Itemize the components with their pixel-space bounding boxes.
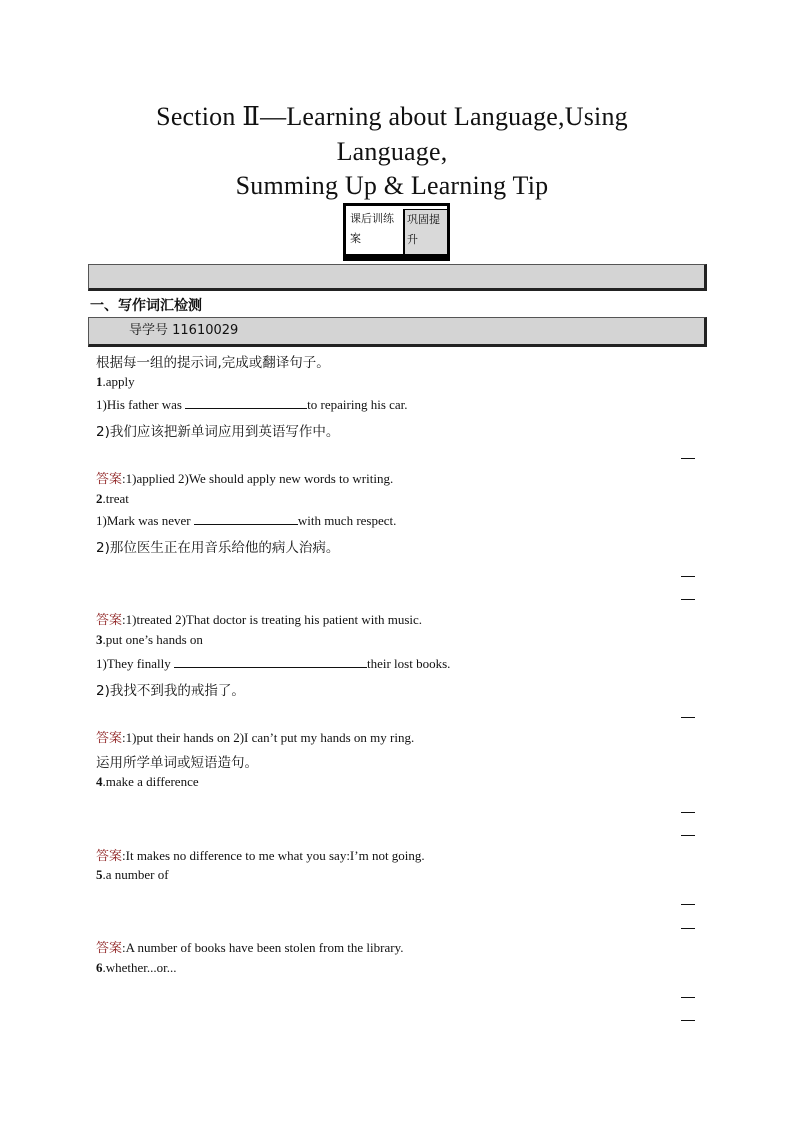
item-number: 5 bbox=[96, 867, 103, 882]
item-word: .put one’s hands on bbox=[102, 632, 203, 647]
q1-text: 1)His father was bbox=[96, 397, 186, 412]
item-number: 2 bbox=[96, 491, 103, 506]
badge-bottom-rule bbox=[346, 254, 447, 258]
answer-line bbox=[681, 717, 695, 718]
answer-label: 答案 bbox=[96, 472, 123, 487]
answer-line bbox=[681, 997, 695, 998]
item-2-q2: 2)那位医生正在用音乐给他的病人治病。 bbox=[96, 540, 340, 556]
item-number: 3 bbox=[96, 632, 103, 647]
answer-label: 答案 bbox=[96, 613, 123, 628]
answer-line bbox=[681, 812, 695, 813]
q1-text-end: their lost books. bbox=[366, 656, 451, 671]
item-3-heading bbox=[96, 632, 203, 648]
answer-blank[interactable] bbox=[185, 397, 307, 409]
instruction: 根据每一组的提示词,完成或翻译句子。 bbox=[96, 355, 330, 371]
lesson-badge bbox=[343, 203, 450, 261]
section-banner bbox=[88, 264, 707, 291]
q1-text: 1)Mark was never bbox=[96, 513, 194, 528]
item-1-q2: 2)我们应该把新单词应用到英语写作中。 bbox=[96, 424, 340, 440]
item-number: 4 bbox=[96, 774, 103, 789]
sub-instruction: 运用所学单词或短语造句。 bbox=[96, 755, 258, 771]
item-6-heading bbox=[96, 960, 177, 976]
answer-label: 答案 bbox=[96, 941, 123, 956]
item-4-answer bbox=[96, 845, 425, 864]
item-1-answer bbox=[96, 468, 393, 487]
page-title-line3: Summing Up & Learning Tip bbox=[235, 171, 549, 200]
item-4-heading bbox=[96, 774, 199, 790]
answer-blank[interactable] bbox=[194, 513, 298, 525]
badge-right-label: 巩固提升 bbox=[404, 209, 448, 257]
item-word: .make a difference bbox=[102, 774, 199, 789]
answer-line bbox=[681, 928, 695, 929]
item-word: .a number of bbox=[102, 867, 169, 882]
guide-number: 导学号 11610029 bbox=[129, 323, 239, 338]
item-1-q1 bbox=[96, 397, 408, 413]
item-3-answer bbox=[96, 727, 414, 746]
answer-line bbox=[681, 599, 695, 600]
answer-text: :It makes no difference to me what you say:I’m not going. bbox=[122, 848, 425, 863]
q1-text-end: with much respect. bbox=[297, 513, 397, 528]
answer-blank[interactable] bbox=[174, 656, 367, 668]
badge-left-label: 课后训练案 bbox=[348, 209, 404, 256]
answer-line bbox=[681, 1020, 695, 1021]
answer-label: 答案 bbox=[96, 849, 123, 864]
item-1-heading bbox=[96, 374, 135, 390]
item-5-answer bbox=[96, 937, 404, 956]
page-title-line2: Language, bbox=[336, 137, 448, 166]
page-title-line1: Section Ⅱ—Learning about Language,Using bbox=[156, 102, 628, 131]
answer-label: 答案 bbox=[96, 731, 123, 746]
answer-text: :1)applied 2)We should apply new words to writing. bbox=[122, 471, 394, 486]
item-2-q1 bbox=[96, 513, 396, 529]
answer-text: :A number of books have been stolen from the library. bbox=[122, 940, 404, 955]
item-number: 1 bbox=[96, 374, 103, 389]
answer-line bbox=[681, 904, 695, 905]
item-5-heading bbox=[96, 867, 169, 883]
answer-line bbox=[681, 576, 695, 577]
q1-text-end: to repairing his car. bbox=[307, 397, 408, 412]
answer-line bbox=[681, 458, 695, 459]
item-number: 6 bbox=[96, 960, 103, 975]
item-3-q2: 2)我找不到我的戒指了。 bbox=[96, 683, 245, 699]
item-word: .apply bbox=[102, 374, 135, 389]
item-3-q1 bbox=[96, 656, 450, 672]
item-word: .treat bbox=[102, 491, 129, 506]
answer-line bbox=[681, 835, 695, 836]
answer-text: :1)treated 2)That doctor is treating his patient with music. bbox=[122, 612, 423, 627]
guide-number-bar bbox=[88, 317, 707, 347]
q1-text: 1)They finally bbox=[96, 656, 174, 671]
item-word: .whether...or... bbox=[102, 960, 177, 975]
item-2-heading bbox=[96, 491, 129, 507]
item-2-answer bbox=[96, 609, 422, 628]
answer-text: :1)put their hands on 2)I can’t put my hands on my ring. bbox=[122, 730, 415, 745]
section-heading: 一、写作词汇检测 bbox=[90, 298, 202, 314]
